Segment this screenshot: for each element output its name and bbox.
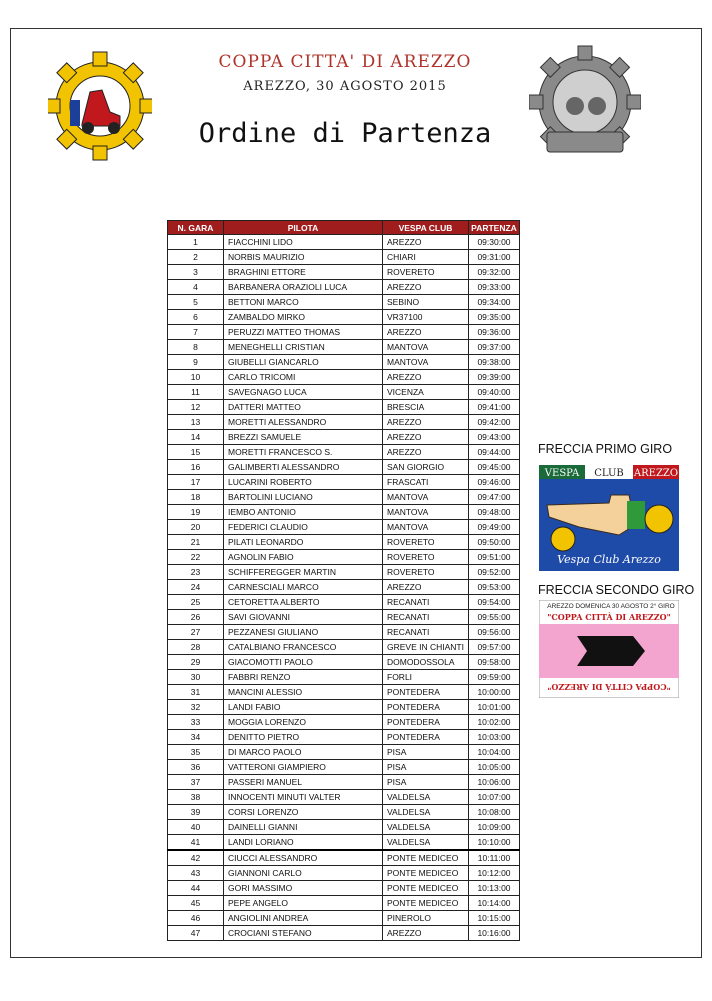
cell-pilot: BARBANERA ORAZIOLI LUCA xyxy=(224,280,383,295)
cell-pilot: MANCINI ALESSIO xyxy=(224,685,383,700)
cell-club: RECANATI xyxy=(383,595,469,610)
cell-club: VALDELSA xyxy=(383,790,469,805)
cell-pilot: SAVEGNAGO LUCA xyxy=(224,385,383,400)
cell-start-time: 09:59:00 xyxy=(468,670,519,685)
table-row xyxy=(168,820,520,835)
cell-club: MANTOVA xyxy=(383,520,469,535)
cell-start-time: 10:16:00 xyxy=(468,926,519,941)
second-lap-arrow-sign xyxy=(539,600,679,698)
cell-start-time: 09:32:00 xyxy=(468,265,519,280)
cell-pilot: NORBIS MAURIZIO xyxy=(224,250,383,265)
table-row xyxy=(168,310,520,325)
cell-club: RECANATI xyxy=(383,625,469,640)
cell-pilot: DI MARCO PAOLO xyxy=(224,745,383,760)
cell-club: ROVERETO xyxy=(383,565,469,580)
cell-start-time: 09:54:00 xyxy=(468,595,519,610)
table-row xyxy=(168,926,520,941)
cell-start-time: 10:08:00 xyxy=(468,805,519,820)
table-row xyxy=(168,670,520,685)
cell-club: AREZZO xyxy=(383,415,469,430)
cell-club: PONTEDERA xyxy=(383,730,469,745)
table-row xyxy=(168,760,520,775)
cell-club: VALDELSA xyxy=(383,835,469,851)
cell-number: 41 xyxy=(168,835,224,851)
cell-pilot: VATTERONI GIAMPIERO xyxy=(224,760,383,775)
cell-number: 29 xyxy=(168,655,224,670)
cell-start-time: 09:51:00 xyxy=(468,550,519,565)
cell-number: 16 xyxy=(168,460,224,475)
cell-pilot: GIACOMOTTI PAOLO xyxy=(224,655,383,670)
cell-club: PONTEDERA xyxy=(383,715,469,730)
cell-number: 31 xyxy=(168,685,224,700)
cell-pilot: BETTONI MARCO xyxy=(224,295,383,310)
cell-number: 21 xyxy=(168,535,224,550)
table-row xyxy=(168,385,520,400)
table-row xyxy=(168,565,520,580)
table-row xyxy=(168,235,520,250)
cell-club: PISA xyxy=(383,745,469,760)
cell-club: VR37100 xyxy=(383,310,469,325)
cell-number: 25 xyxy=(168,595,224,610)
cell-club: ROVERETO xyxy=(383,535,469,550)
cell-number: 34 xyxy=(168,730,224,745)
cell-pilot: CATALBIANO FRANCESCO xyxy=(224,640,383,655)
cell-start-time: 09:35:00 xyxy=(468,310,519,325)
table-row xyxy=(168,445,520,460)
cell-pilot: CARLO TRICOMI xyxy=(224,370,383,385)
cell-start-time: 09:43:00 xyxy=(468,430,519,445)
start-order-table xyxy=(167,220,520,941)
table-row xyxy=(168,775,520,790)
cell-start-time: 09:39:00 xyxy=(468,370,519,385)
cell-club: SAN GIORGIO xyxy=(383,460,469,475)
table-row xyxy=(168,490,520,505)
cell-pilot: FEDERICI CLAUDIO xyxy=(224,520,383,535)
cell-pilot: CIUCCI ALESSANDRO xyxy=(224,850,383,866)
cell-club: RECANATI xyxy=(383,610,469,625)
cell-pilot: GIUBELLI GIANCARLO xyxy=(224,355,383,370)
cell-number: 4 xyxy=(168,280,224,295)
cell-start-time: 09:48:00 xyxy=(468,505,519,520)
first-lap-arrow-label: FRECCIA PRIMO GIRO xyxy=(538,442,673,456)
vespa-club-arezzo-logo xyxy=(48,46,152,164)
cell-number: 43 xyxy=(168,866,224,881)
cell-pilot: SCHIFFEREGGER MARTIN xyxy=(224,565,383,580)
cell-start-time: 10:04:00 xyxy=(468,745,519,760)
cell-start-time: 09:53:00 xyxy=(468,580,519,595)
cell-number: 22 xyxy=(168,550,224,565)
cell-pilot: AGNOLIN FABIO xyxy=(224,550,383,565)
cell-number: 46 xyxy=(168,911,224,926)
cell-pilot: PILATI LEONARDO xyxy=(224,535,383,550)
first-banner-vespa: VESPA xyxy=(544,468,580,479)
cell-number: 38 xyxy=(168,790,224,805)
cell-start-time: 09:42:00 xyxy=(468,415,519,430)
table-row xyxy=(168,340,520,355)
cell-pilot: SAVI GIOVANNI xyxy=(224,610,383,625)
cell-start-time: 10:00:00 xyxy=(468,685,519,700)
cell-number: 14 xyxy=(168,430,224,445)
cell-club: AREZZO xyxy=(383,370,469,385)
cell-number: 3 xyxy=(168,265,224,280)
cell-club: MANTOVA xyxy=(383,490,469,505)
second-title-mirrored: "COPPA CITTÀ DI AREZZO" xyxy=(547,682,671,692)
cell-club: MANTOVA xyxy=(383,505,469,520)
cell-pilot: DATTERI MATTEO xyxy=(224,400,383,415)
cell-start-time: 09:49:00 xyxy=(468,520,519,535)
table-row xyxy=(168,805,520,820)
cell-number: 19 xyxy=(168,505,224,520)
second-top-line: AREZZO DOMENICA 30 AGOSTO 2° GIRO xyxy=(547,603,675,610)
cell-pilot: FIACCHINI LIDO xyxy=(224,235,383,250)
table-row xyxy=(168,475,520,490)
cell-club: ROVERETO xyxy=(383,265,469,280)
event-date: AREZZO, 30 AGOSTO 2015 xyxy=(243,79,447,94)
cell-number: 28 xyxy=(168,640,224,655)
cell-start-time: 10:01:00 xyxy=(468,700,519,715)
cell-club: VALDELSA xyxy=(383,805,469,820)
cell-pilot: BREZZI SAMUELE xyxy=(224,430,383,445)
cell-club: PONTE MEDICEO xyxy=(383,866,469,881)
table-row xyxy=(168,835,520,851)
cell-number: 10 xyxy=(168,370,224,385)
cell-pilot: BRAGHINI ETTORE xyxy=(224,265,383,280)
cell-pilot: MORETTI ALESSANDRO xyxy=(224,415,383,430)
cell-pilot: MENEGHELLI CRISTIAN xyxy=(224,340,383,355)
cell-number: 17 xyxy=(168,475,224,490)
cell-pilot: MORETTI FRANCESCO S. xyxy=(224,445,383,460)
cell-start-time: 09:33:00 xyxy=(468,280,519,295)
cell-club: GREVE IN CHIANTI xyxy=(383,640,469,655)
table-row xyxy=(168,505,520,520)
cell-pilot: CORSI LORENZO xyxy=(224,805,383,820)
cell-start-time: 09:41:00 xyxy=(468,400,519,415)
cell-number: 11 xyxy=(168,385,224,400)
cell-pilot: BARTOLINI LUCIANO xyxy=(224,490,383,505)
cell-club: ROVERETO xyxy=(383,550,469,565)
cell-number: 18 xyxy=(168,490,224,505)
cell-club: BRESCIA xyxy=(383,400,469,415)
table-row xyxy=(168,745,520,760)
table-row xyxy=(168,866,520,881)
cell-number: 12 xyxy=(168,400,224,415)
cell-club: CHIARI xyxy=(383,250,469,265)
cell-pilot: PERUZZI MATTEO THOMAS xyxy=(224,325,383,340)
cell-pilot: FABBRI RENZO xyxy=(224,670,383,685)
cell-start-time: 10:09:00 xyxy=(468,820,519,835)
first-arrow-signature: Vespa Club Arezzo xyxy=(557,553,661,566)
table-row xyxy=(168,370,520,385)
cell-pilot: LUCARINI ROBERTO xyxy=(224,475,383,490)
cell-pilot: ZAMBALDO MIRKO xyxy=(224,310,383,325)
cell-club: AREZZO xyxy=(383,445,469,460)
cell-club: DOMODOSSOLA xyxy=(383,655,469,670)
cell-number: 32 xyxy=(168,700,224,715)
cell-pilot: GIANNONI CARLO xyxy=(224,866,383,881)
table-row xyxy=(168,460,520,475)
cell-club: PINEROLO xyxy=(383,911,469,926)
cell-club: VALDELSA xyxy=(383,820,469,835)
anniversary-club-logo xyxy=(529,44,641,166)
table-row xyxy=(168,896,520,911)
cell-number: 8 xyxy=(168,340,224,355)
col-header-pilot: PILOTA xyxy=(224,221,383,235)
table-row xyxy=(168,850,520,866)
cell-number: 35 xyxy=(168,745,224,760)
table-row xyxy=(168,625,520,640)
col-header-number: N. GARA xyxy=(168,221,224,235)
cell-club: SEBINO xyxy=(383,295,469,310)
cell-start-time: 09:47:00 xyxy=(468,490,519,505)
cell-start-time: 10:14:00 xyxy=(468,896,519,911)
cell-pilot: PEPE ANGELO xyxy=(224,896,383,911)
cell-number: 47 xyxy=(168,926,224,941)
table-row xyxy=(168,535,520,550)
cell-number: 13 xyxy=(168,415,224,430)
cell-start-time: 10:12:00 xyxy=(468,866,519,881)
cell-number: 30 xyxy=(168,670,224,685)
table-row xyxy=(168,520,520,535)
cell-pilot: LANDI FABIO xyxy=(224,700,383,715)
cell-number: 9 xyxy=(168,355,224,370)
cell-number: 15 xyxy=(168,445,224,460)
cell-number: 26 xyxy=(168,610,224,625)
second-lap-arrow-label: FRECCIA SECONDO GIRO xyxy=(538,583,695,597)
cell-pilot: PASSERI MANUEL xyxy=(224,775,383,790)
cell-start-time: 09:30:00 xyxy=(468,235,519,250)
table-row xyxy=(168,685,520,700)
cell-start-time: 09:46:00 xyxy=(468,475,519,490)
cell-club: VICENZA xyxy=(383,385,469,400)
cell-start-time: 09:57:00 xyxy=(468,640,519,655)
cell-pilot: LANDI LORIANO xyxy=(224,835,383,851)
cell-start-time: 09:40:00 xyxy=(468,385,519,400)
table-row xyxy=(168,595,520,610)
table-row xyxy=(168,325,520,340)
cell-pilot: GALIMBERTI ALESSANDRO xyxy=(224,460,383,475)
cell-start-time: 09:56:00 xyxy=(468,625,519,640)
cell-start-time: 09:50:00 xyxy=(468,535,519,550)
cell-number: 44 xyxy=(168,881,224,896)
cell-start-time: 10:03:00 xyxy=(468,730,519,745)
cell-number: 36 xyxy=(168,760,224,775)
page-title: Ordine di Partenza xyxy=(198,118,492,149)
cell-start-time: 09:55:00 xyxy=(468,610,519,625)
cell-club: PONTEDERA xyxy=(383,700,469,715)
cell-club: PISA xyxy=(383,760,469,775)
table-row xyxy=(168,640,520,655)
cell-start-time: 09:38:00 xyxy=(468,355,519,370)
table-row xyxy=(168,250,520,265)
cell-club: PONTE MEDICEO xyxy=(383,896,469,911)
table-row xyxy=(168,355,520,370)
cell-pilot: CROCIANI STEFANO xyxy=(224,926,383,941)
cell-pilot: ANGIOLINI ANDREA xyxy=(224,911,383,926)
cell-pilot: PEZZANESI GIULIANO xyxy=(224,625,383,640)
cell-number: 27 xyxy=(168,625,224,640)
table-row xyxy=(168,881,520,896)
table-row xyxy=(168,730,520,745)
cell-club: AREZZO xyxy=(383,926,469,941)
first-banner-arezzo: AREZZO xyxy=(633,468,679,479)
cell-pilot: CARNESCIALI MARCO xyxy=(224,580,383,595)
cell-number: 5 xyxy=(168,295,224,310)
cell-club: PONTE MEDICEO xyxy=(383,881,469,896)
cell-club: PONTE MEDICEO xyxy=(383,850,469,866)
cell-start-time: 09:58:00 xyxy=(468,655,519,670)
cell-club: AREZZO xyxy=(383,280,469,295)
cell-pilot: MOGGIA LORENZO xyxy=(224,715,383,730)
table-row xyxy=(168,790,520,805)
table-row xyxy=(168,715,520,730)
cell-club: FORLI xyxy=(383,670,469,685)
cell-start-time: 09:34:00 xyxy=(468,295,519,310)
second-title: "COPPA CITTÀ DI AREZZO" xyxy=(547,612,671,622)
col-header-start: PARTENZA xyxy=(468,221,519,235)
table-row xyxy=(168,911,520,926)
cell-number: 23 xyxy=(168,565,224,580)
cell-pilot: IEMBO ANTONIO xyxy=(224,505,383,520)
cell-club: AREZZO xyxy=(383,430,469,445)
cell-pilot: DENITTO PIETRO xyxy=(224,730,383,745)
cell-number: 42 xyxy=(168,850,224,866)
cell-club: PONTEDERA xyxy=(383,685,469,700)
table-row xyxy=(168,700,520,715)
table-row xyxy=(168,295,520,310)
cell-start-time: 09:45:00 xyxy=(468,460,519,475)
cell-start-time: 09:36:00 xyxy=(468,325,519,340)
cell-club: MANTOVA xyxy=(383,340,469,355)
cell-start-time: 10:15:00 xyxy=(468,911,519,926)
table-row xyxy=(168,265,520,280)
cell-number: 33 xyxy=(168,715,224,730)
table-row xyxy=(168,415,520,430)
cell-pilot: DAINELLI GIANNI xyxy=(224,820,383,835)
table-row xyxy=(168,580,520,595)
cell-pilot: GORI MASSIMO xyxy=(224,881,383,896)
cell-number: 6 xyxy=(168,310,224,325)
cell-number: 1 xyxy=(168,235,224,250)
cell-number: 39 xyxy=(168,805,224,820)
cell-start-time: 09:52:00 xyxy=(468,565,519,580)
table-row xyxy=(168,280,520,295)
cell-number: 24 xyxy=(168,580,224,595)
cell-start-time: 10:06:00 xyxy=(468,775,519,790)
cell-start-time: 09:37:00 xyxy=(468,340,519,355)
event-title: COPPA CITTA' DI AREZZO xyxy=(218,52,472,72)
cell-club: MANTOVA xyxy=(383,355,469,370)
col-header-club: VESPA CLUB xyxy=(383,221,469,235)
cell-club: AREZZO xyxy=(383,325,469,340)
cell-start-time: 10:07:00 xyxy=(468,790,519,805)
cell-start-time: 09:31:00 xyxy=(468,250,519,265)
first-lap-arrow-sign xyxy=(539,465,679,571)
cell-start-time: 10:05:00 xyxy=(468,760,519,775)
table-row xyxy=(168,655,520,670)
table-row xyxy=(168,400,520,415)
table-row xyxy=(168,610,520,625)
cell-club: AREZZO xyxy=(383,580,469,595)
cell-start-time: 10:13:00 xyxy=(468,881,519,896)
cell-club: PISA xyxy=(383,775,469,790)
cell-number: 2 xyxy=(168,250,224,265)
cell-number: 7 xyxy=(168,325,224,340)
table-header-row xyxy=(168,221,520,235)
cell-start-time: 10:02:00 xyxy=(468,715,519,730)
cell-club: FRASCATI xyxy=(383,475,469,490)
cell-club: AREZZO xyxy=(383,235,469,250)
cell-pilot: INNOCENTI MINUTI VALTER xyxy=(224,790,383,805)
cell-pilot: CETORETTA ALBERTO xyxy=(224,595,383,610)
cell-start-time: 10:10:00 xyxy=(468,835,519,851)
cell-start-time: 09:44:00 xyxy=(468,445,519,460)
cell-number: 45 xyxy=(168,896,224,911)
cell-number: 37 xyxy=(168,775,224,790)
cell-number: 20 xyxy=(168,520,224,535)
table-row xyxy=(168,430,520,445)
cell-number: 40 xyxy=(168,820,224,835)
table-row xyxy=(168,550,520,565)
first-banner-club: CLUB xyxy=(594,468,624,479)
cell-start-time: 10:11:00 xyxy=(468,850,519,866)
